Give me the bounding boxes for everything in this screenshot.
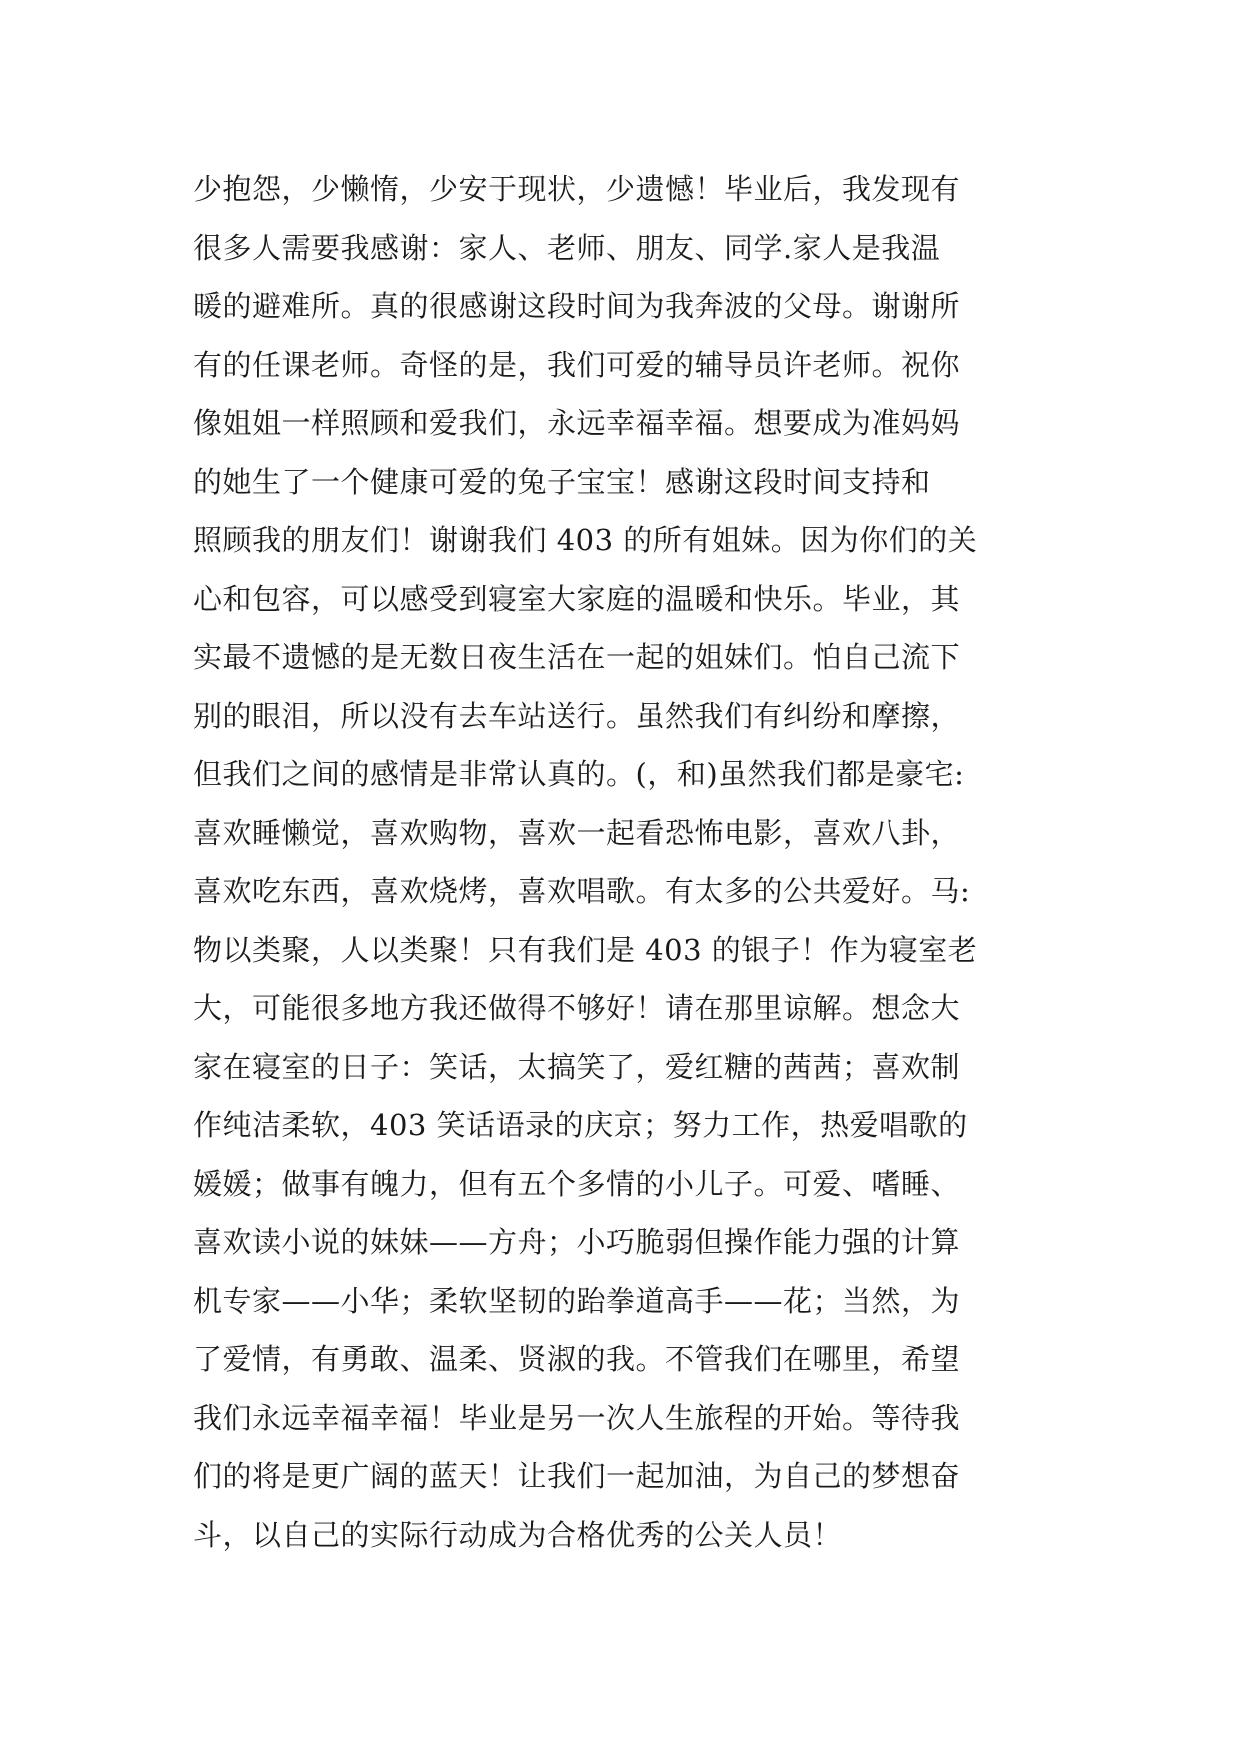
text-line: 别的眼泪，所以没有去车站送行。虽然我们有纠纷和摩擦， [193, 698, 961, 733]
text-line: 斗，以自己的实际行动成为合格优秀的公关人员！ [193, 1517, 843, 1552]
text-line: 们的将是更广阔的蓝天！让我们一起加油，为自己的梦想奋 [193, 1459, 961, 1493]
text-line: 有的任课老师。奇怪的是，我们可爱的辅导员许老师。祝你 [193, 347, 961, 382]
text-line: 心和包容，可以感受到寝室大家庭的温暖和快乐。毕业，其 [193, 581, 961, 616]
text-line: 作纯洁柔软，403 笑话语录的庆京；努力工作，热爱唱歌的 [193, 1108, 968, 1142]
text-line: 家在寝室的日子：笑话，太搞笑了，爱红糖的茜茜；喜欢制 [193, 1049, 961, 1084]
text-line: 暖的避难所。真的很感谢这段时间为我奔波的父母。谢谢所 [193, 289, 961, 323]
text-line: 少抱怨，少懒惰，少安于现状，少遗憾！毕业后，我发现有 [193, 172, 961, 206]
text-line: 我们永远幸福幸福！毕业是另一次人生旅程的开始。等待我 [193, 1400, 961, 1435]
text-line: 实最不遗憾的是无数日夜生活在一起的姐妹们。怕自己流下 [193, 640, 961, 674]
text-line: 了爱情，有勇敢、温柔、贤淑的我。不管我们在哪里，希望 [193, 1342, 961, 1376]
text-line: 但我们之间的感情是非常认真的。(，和)虽然我们都是豪宅: [193, 757, 965, 791]
text-line: 喜欢吃东西，喜欢烧烤，喜欢唱歌。有太多的公共爱好。马: [193, 874, 971, 908]
body-text [193, 160, 1073, 1564]
text-line: 喜欢睡懒觉，喜欢购物，喜欢一起看恐怖电影，喜欢八卦， [193, 815, 961, 850]
text-line: 像姐姐一样照顾和爱我们，永远幸福幸福。想要成为准妈妈 [193, 406, 961, 440]
text-line: 的她生了一个健康可爱的兔子宝宝！感谢这段时间支持和 [193, 464, 931, 499]
text-line: 物以类聚，人以类聚！只有我们是 403 的银子！作为寝室老 [193, 932, 978, 967]
text-line: 很多人需要我感谢：家人、老师、朋友、同学.家人是我温 [193, 230, 941, 265]
text-line: 喜欢读小说的妹妹——方舟；小巧脆弱但操作能力强的计算 [193, 1225, 961, 1259]
text-line: 照顾我的朋友们！谢谢我们 403 的所有姐妹。因为你们的关 [193, 523, 978, 557]
text-line: 媛媛；做事有魄力，但有五个多情的小儿子。可爱、嗜睡、 [193, 1166, 961, 1201]
text-line: 大，可能很多地方我还做得不够好！请在那里谅解。想念大 [193, 991, 961, 1025]
text-line: 机专家——小华；柔软坚韧的跆拳道高手——花；当然，为 [193, 1283, 961, 1318]
